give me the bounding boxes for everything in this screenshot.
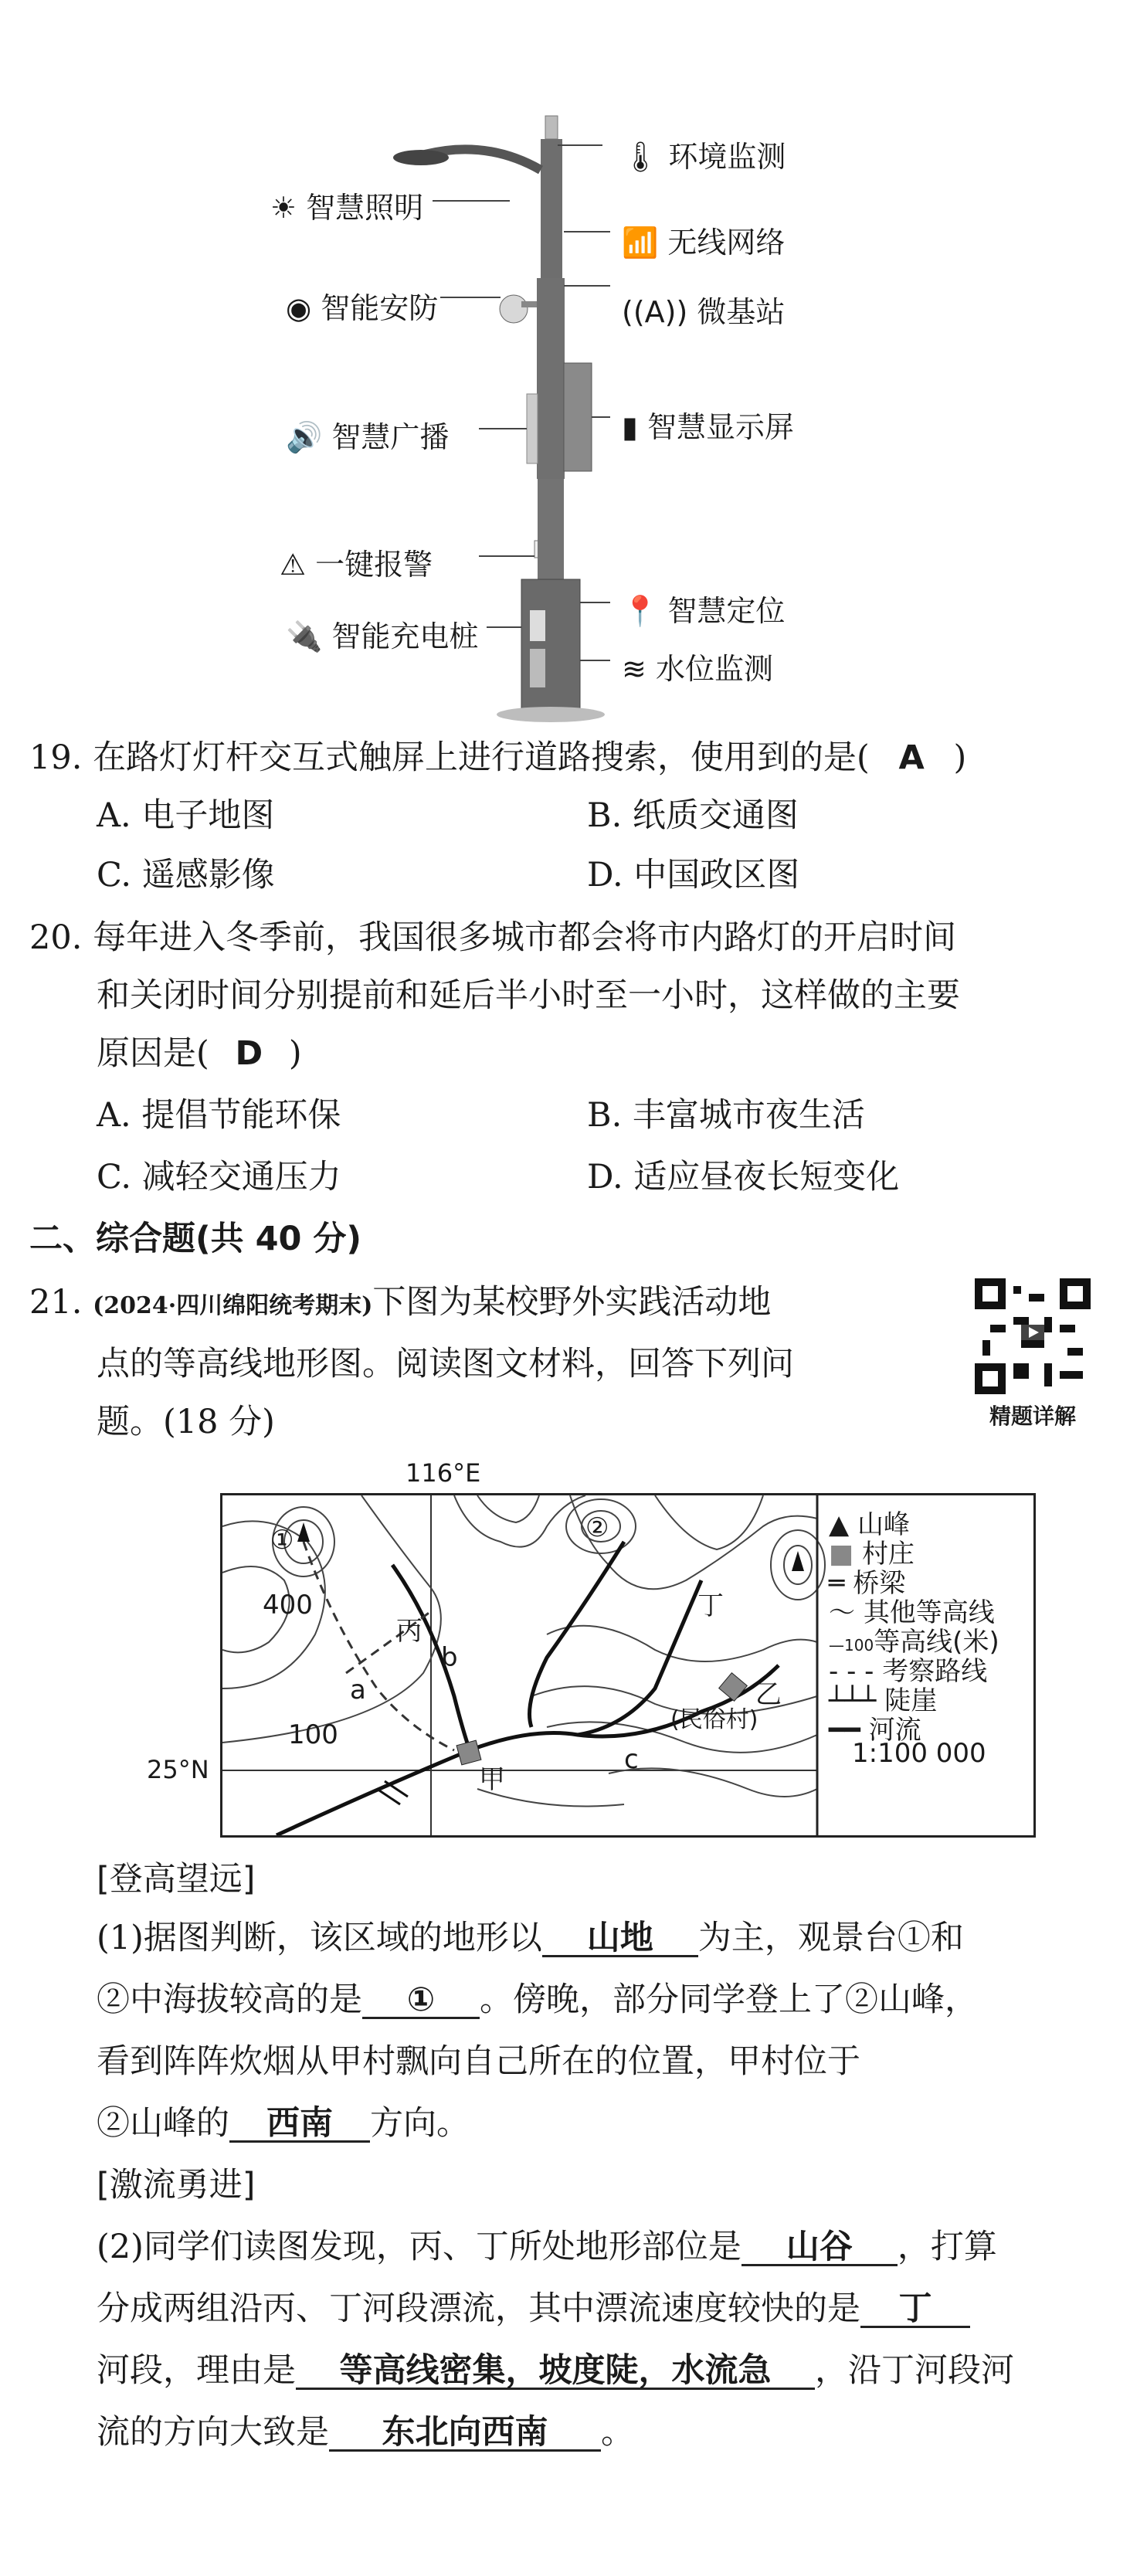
qr-code-pattern	[975, 1278, 1091, 1394]
legend-cliff-text: 陡崖	[884, 1685, 938, 1716]
part2-line3-b: ，沿丁河段河	[815, 2351, 1014, 2390]
qr-code[interactable]	[975, 1278, 1091, 1394]
antenna-icon: ((A))	[622, 295, 688, 329]
label-broadcast-text: 智慧广播	[331, 420, 450, 454]
legend-peak	[829, 1503, 1030, 1540]
map-route-c: c	[624, 1744, 639, 1775]
charger-plug-icon: 🔌	[286, 619, 323, 653]
q20-option-c: C. 减轻交通压力	[97, 1158, 341, 1196]
part1-line4	[97, 2104, 470, 2143]
q20-option-a: A. 提倡节能环保	[97, 1096, 341, 1135]
camera-icon: ◉	[286, 291, 312, 325]
legend-village-text: 村庄	[861, 1539, 915, 1570]
q19-option-d: D. 中国政区图	[587, 856, 800, 894]
q20-line2: 和关闭时间分别提前和延后半小时至一小时，这样做的主要	[97, 976, 960, 1015]
legend-contour	[829, 1621, 1030, 1658]
label-display	[622, 403, 794, 446]
thermometer-icon: 🌡	[622, 140, 660, 174]
part2-answer-1: 山谷	[741, 2231, 898, 2266]
map-jia: 甲	[479, 1764, 505, 1795]
q19-option-a: A. 电子地图	[97, 796, 275, 835]
q20-option-d: D. 适应昼夜长短变化	[587, 1158, 900, 1196]
label-charge-text: 智能充电桩	[331, 619, 479, 653]
label-display-text: 智慧显示屏	[647, 410, 795, 444]
legend-bridge	[829, 1562, 1030, 1599]
legend-peak-text: 山峰	[857, 1509, 910, 1540]
part1-heading: [登高望远]	[97, 1860, 256, 1899]
q19-number: 19.	[29, 738, 83, 777]
legend-other-contour	[829, 1591, 1030, 1628]
label-wifi	[622, 219, 785, 261]
part1-line4-a: ②山峰的	[97, 2104, 229, 2143]
contour-tick-icon: —100	[829, 1636, 874, 1655]
q20-line1	[29, 918, 957, 957]
label-station	[622, 288, 785, 331]
q19-option-c: C. 遥感影像	[97, 856, 275, 894]
part2-line4-a: 流的方向大致是	[97, 2413, 329, 2452]
map-latitude-label: 25°N	[147, 1755, 209, 1784]
map-yi: 乙	[755, 1679, 782, 1710]
part2-line1	[97, 2228, 997, 2266]
label-alarm-text: 一键报警	[315, 548, 433, 582]
label-light-text: 智慧照明	[306, 191, 424, 225]
part1-line4-b: 方向。	[370, 2104, 470, 2143]
contour-icon: ～	[829, 1597, 855, 1628]
bridge-icon: ═	[829, 1568, 845, 1599]
legend-river-text: 河流	[868, 1715, 921, 1746]
q19-option-b: B. 纸质交通图	[587, 796, 799, 835]
label-env	[622, 133, 786, 175]
map-ding: 丁	[697, 1590, 724, 1621]
part2-line2-a: 分成两组沿丙、丁河段漂流，其中漂流速度较快的是	[97, 2289, 860, 2328]
alarm-light-icon: ⚠	[280, 548, 307, 582]
part2-answer-2: 丁	[860, 2293, 970, 2328]
part2-answer-3: 等高线密集，坡度陡，水流急	[296, 2354, 815, 2390]
label-wifi-text: 无线网络	[667, 226, 786, 260]
legend-cliff	[829, 1679, 1030, 1716]
part2-line1-a: (2)同学们读图发现，丙、丁所处地形部位是	[97, 2228, 741, 2266]
part1-answer-2: ①	[362, 1984, 480, 2019]
map-legend	[829, 1503, 1030, 1767]
water-waves-icon: ≋	[622, 652, 646, 686]
label-station-text: 微基站	[697, 295, 786, 329]
legend-bridge-text: 桥梁	[853, 1568, 906, 1599]
qr-caption: 精题详解	[989, 1403, 1076, 1429]
part2-line3	[97, 2351, 1014, 2390]
map-contour-100: 100	[288, 1719, 338, 1750]
dashed-line-icon: - - -	[829, 1656, 874, 1687]
map-longitude-label: 116°E	[406, 1458, 481, 1488]
part2-line4	[97, 2413, 634, 2452]
part1-line2-a: ②中海拔较高的是	[97, 1980, 362, 2019]
map-peak-2-label: ②	[585, 1512, 609, 1543]
q21-source: (2024·四川绵阳统考期末)	[93, 1292, 373, 1319]
label-charge	[286, 613, 478, 655]
part1-line3: 看到阵阵炊烟从甲村飘向自己所在的位置，甲村位于	[97, 2042, 860, 2081]
screen-icon: ▮	[622, 410, 638, 444]
part1-line1-b: 为主，观景台①和	[697, 1919, 964, 1957]
river-line-icon: ━━	[829, 1715, 860, 1746]
q21-line1-text: 下图为某校野外实践活动地	[372, 1283, 772, 1322]
section-2-heading: 二、综合题(共 40 分)	[29, 1220, 362, 1258]
q21-number: 21.	[29, 1283, 83, 1322]
part1-line2-b: 。傍晚，部分同学登上了②山峰，	[480, 1980, 978, 2019]
label-alarm	[280, 541, 433, 583]
q20-line1-text: 每年进入冬季前，我国很多城市都会将市内路灯的开启时间	[93, 918, 957, 957]
label-broadcast	[286, 413, 449, 456]
label-locate-text: 智慧定位	[667, 594, 786, 628]
map-bing: 丙	[396, 1616, 422, 1647]
village-icon: ■	[829, 1539, 854, 1570]
legend-other-contour-text: 其他等高线	[863, 1597, 995, 1628]
label-light	[270, 184, 423, 226]
q19-answer: A	[898, 738, 925, 777]
label-env-text: 环境监测	[668, 140, 786, 174]
legend-village	[829, 1532, 1030, 1570]
legend-contour-text: 等高线(米)	[874, 1627, 999, 1658]
label-security-text: 智能安防	[321, 291, 439, 325]
part1-line1-a: (1)据图判断，该区域的地形以	[97, 1919, 542, 1957]
speaker-icon: 🔊	[286, 420, 323, 454]
q20-number: 20.	[29, 918, 83, 957]
map-contour-400: 400	[263, 1590, 313, 1621]
wifi-icon: 📶	[622, 226, 659, 260]
q21-line3: 题。(18 分)	[97, 1403, 275, 1441]
label-water	[622, 645, 773, 687]
part2-line3-a: 河段，理由是	[97, 2351, 296, 2390]
peak-icon: ▲	[829, 1509, 850, 1540]
location-pin-icon: 📍	[622, 594, 659, 628]
cliff-icon: ┴┴┴	[829, 1685, 877, 1716]
q20-line3	[97, 1034, 302, 1073]
sun-icon: ☀	[270, 191, 297, 225]
legend-contour-tick: 100	[844, 1636, 874, 1655]
label-water-text: 水位监测	[655, 652, 773, 686]
part2-line1-b: ，打算	[897, 2228, 997, 2266]
map-route-b: b	[441, 1642, 458, 1673]
q20-line3-text: 原因是(	[97, 1034, 209, 1073]
q21-line2: 点的等高线地形图。阅读图文材料，回答下列问	[97, 1345, 794, 1383]
legend-route	[829, 1650, 1030, 1687]
label-locate	[622, 587, 785, 630]
label-security	[286, 284, 438, 327]
q20-answer: D	[235, 1034, 263, 1073]
q20-option-b: B. 丰富城市夜生活	[587, 1096, 865, 1135]
part2-heading: [激流勇进]	[97, 2166, 256, 2204]
contour-map	[220, 1493, 1036, 1838]
legend-route-text: 考察路线	[882, 1656, 988, 1687]
q19-stem	[29, 738, 967, 777]
q20-close: )	[288, 1034, 302, 1073]
map-route-a: a	[350, 1675, 366, 1705]
q19-close: )	[953, 738, 967, 777]
part1-line1	[97, 1919, 964, 1957]
legend-scale: 1:100 000	[852, 1738, 986, 1769]
part1-answer-3: 西南	[229, 2107, 370, 2143]
part2-line4-b: 。	[601, 2413, 634, 2452]
part2-line2	[97, 2289, 970, 2328]
part2-answer-4: 东北向西南	[329, 2416, 601, 2452]
part1-answer-1: 山地	[542, 1922, 698, 1957]
q21-line1	[29, 1283, 772, 1322]
q19-text: 在路灯灯杆交互式触屏上进行道路搜索，使用到的是(	[93, 738, 870, 777]
map-peak-1-label: ①	[270, 1525, 294, 1556]
part1-line2	[97, 1980, 978, 2019]
map-minsu-village: (民俗村)	[670, 1706, 758, 1733]
